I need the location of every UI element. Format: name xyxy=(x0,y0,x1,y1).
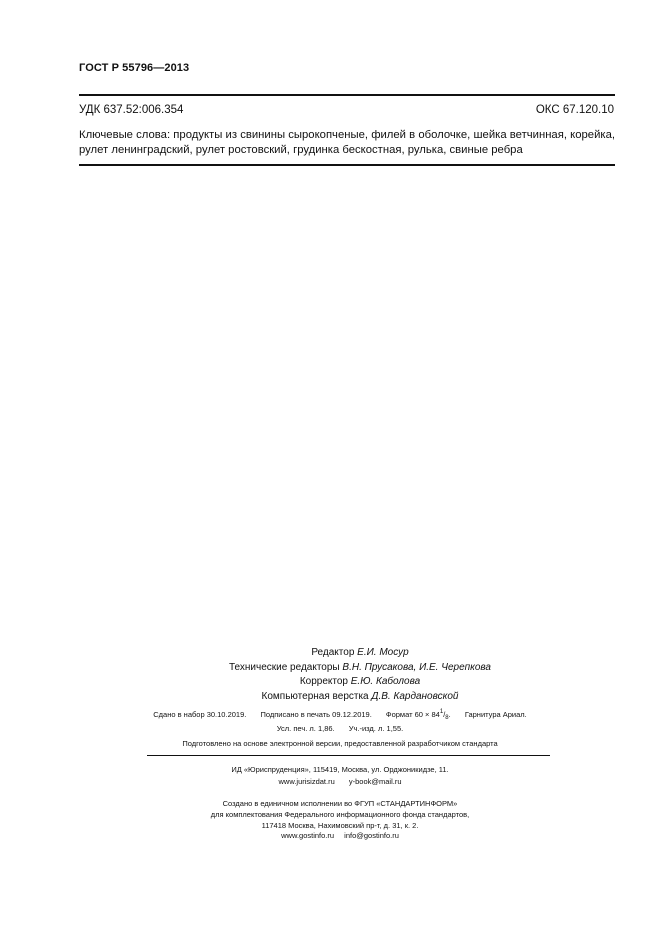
standard-code: ГОСТ Р 55796—2013 xyxy=(79,62,190,74)
signed-date: Подписано в печать 09.12.2019. xyxy=(260,710,372,719)
layout-label: Компьютерная верстка xyxy=(261,690,369,702)
editor-name: Е.И. Мосур xyxy=(357,647,409,658)
typeface: Гарнитура Ариал. xyxy=(464,710,527,719)
udk-code: УДК 637.52:006.354 xyxy=(79,104,184,116)
tech-editors-line xyxy=(140,661,580,676)
keywords: Ключевые слова: продукты из свинины сырокопченые, филей в оболочке, шейка ветчинная, корейка, рулет ленинградский, рулет ростовский, грудинка бескостная, рулька, свиные ребра xyxy=(79,129,615,156)
corrector-name: Е.Ю. Каболова xyxy=(350,676,421,688)
top-divider xyxy=(79,94,615,96)
layout-line xyxy=(140,690,580,705)
submitted-date: Сдано в набор 30.10.2019. xyxy=(153,710,247,719)
publisher-contacts xyxy=(60,776,620,788)
editor-label: Редактор xyxy=(311,647,355,658)
printer-line-2: для комплектования Федерального информационного фонда стандартов, xyxy=(210,809,470,819)
format-denominator: 8 xyxy=(445,715,449,721)
keywords-divider xyxy=(79,164,615,166)
editor-line xyxy=(140,646,580,661)
format-suffix: . xyxy=(448,710,451,719)
prepared-note: Подготовлено на основе электронной версии, предоставленной разработчиком стандарта xyxy=(182,739,498,748)
publisher-sheets: Уч.-изд. л. 1,55. xyxy=(348,724,404,733)
printer-line-1: Создано в единичном исполнении во ФГУП «СТАНДАРТИНФОРМ» xyxy=(222,799,458,808)
tech-editors-label: Технические редакторы xyxy=(228,661,340,673)
print-sheets: Усл. печ. л. 1,86. xyxy=(276,724,335,733)
corrector-line xyxy=(140,675,580,690)
printer-line-3: 117418 Москва, Нахимовский пр-т, д. 31, к. 2. xyxy=(261,820,419,830)
layout-name: Д.В. Кардановской xyxy=(371,690,459,702)
sheet-counts xyxy=(60,724,620,733)
credits-block xyxy=(140,646,580,704)
publisher-email-link[interactable]: y-book@mail.ru xyxy=(348,776,402,786)
imprint-divider xyxy=(147,755,550,756)
tech-editors-names: В.Н. Прусакова, И.Е. Черепкова xyxy=(342,661,491,673)
printer-email-link[interactable]: info@gostinfo.ru xyxy=(344,831,399,841)
publisher-block xyxy=(60,764,620,787)
format-prefix: Формат 60 × 84 xyxy=(385,710,440,719)
oks-code: ОКС 67.120.10 xyxy=(535,104,614,116)
publication-details xyxy=(60,709,620,721)
printer-block xyxy=(60,799,620,842)
corrector-label: Корректор xyxy=(299,676,348,688)
format-numerator: 1 xyxy=(439,709,444,715)
format-info: Формат $60 \times 84^1/_8$. xyxy=(385,709,451,721)
publisher-address: ИД «Юриспруденция», 115419, Москва, ул. Орджоникидзе, 11. xyxy=(231,765,449,774)
printer-site-link[interactable]: www.gostinfo.ru xyxy=(281,831,335,841)
printer-contacts xyxy=(60,831,620,842)
publisher-site-link[interactable]: www.jurisizdat.ru xyxy=(278,776,335,786)
